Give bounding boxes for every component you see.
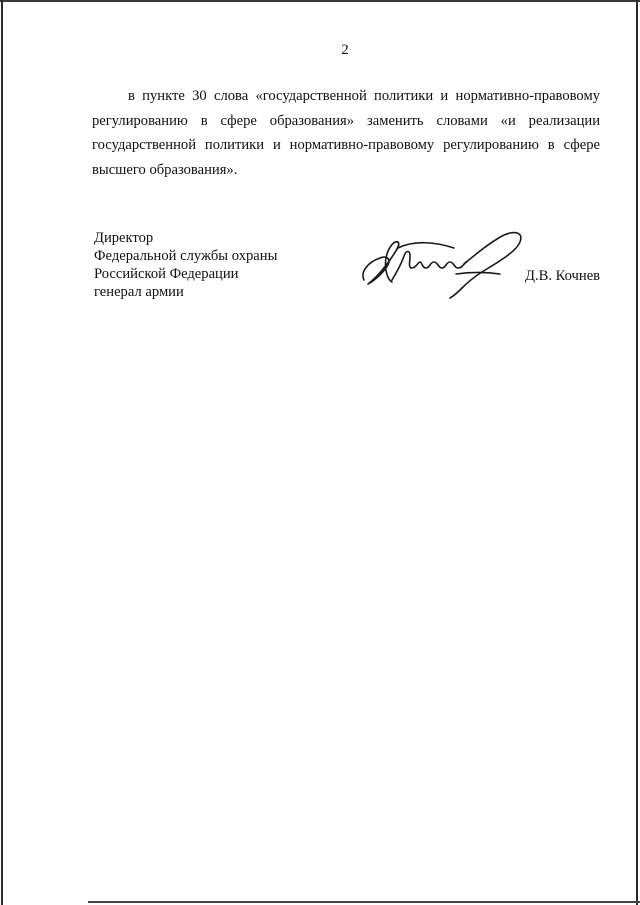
signatory-title-line: Федеральной службы охраны xyxy=(94,248,278,264)
signatory-title-line: Российской Федерации xyxy=(94,266,239,282)
signatory-title-line: генерал армии xyxy=(94,284,184,300)
scan-edge-bottom xyxy=(88,901,640,903)
scan-edge-right xyxy=(636,0,638,905)
page-number: 2 xyxy=(341,42,349,58)
signatory-name: Д.В. Кочнев xyxy=(525,268,601,284)
handwritten-signature xyxy=(358,222,530,300)
signatory-title-line: Директор xyxy=(94,230,154,246)
signatory-title-block xyxy=(94,229,277,301)
amendment-paragraph: в пункте 30 слова «государственной политики и нормативно-правовому регулированию в сфере образования» заменить словами «и реализации государственной политики и нормативно-правовому регулированию в сфере высшего образования». xyxy=(92,88,600,178)
scan-edge-top xyxy=(0,0,640,2)
scan-edge-left xyxy=(1,0,3,905)
